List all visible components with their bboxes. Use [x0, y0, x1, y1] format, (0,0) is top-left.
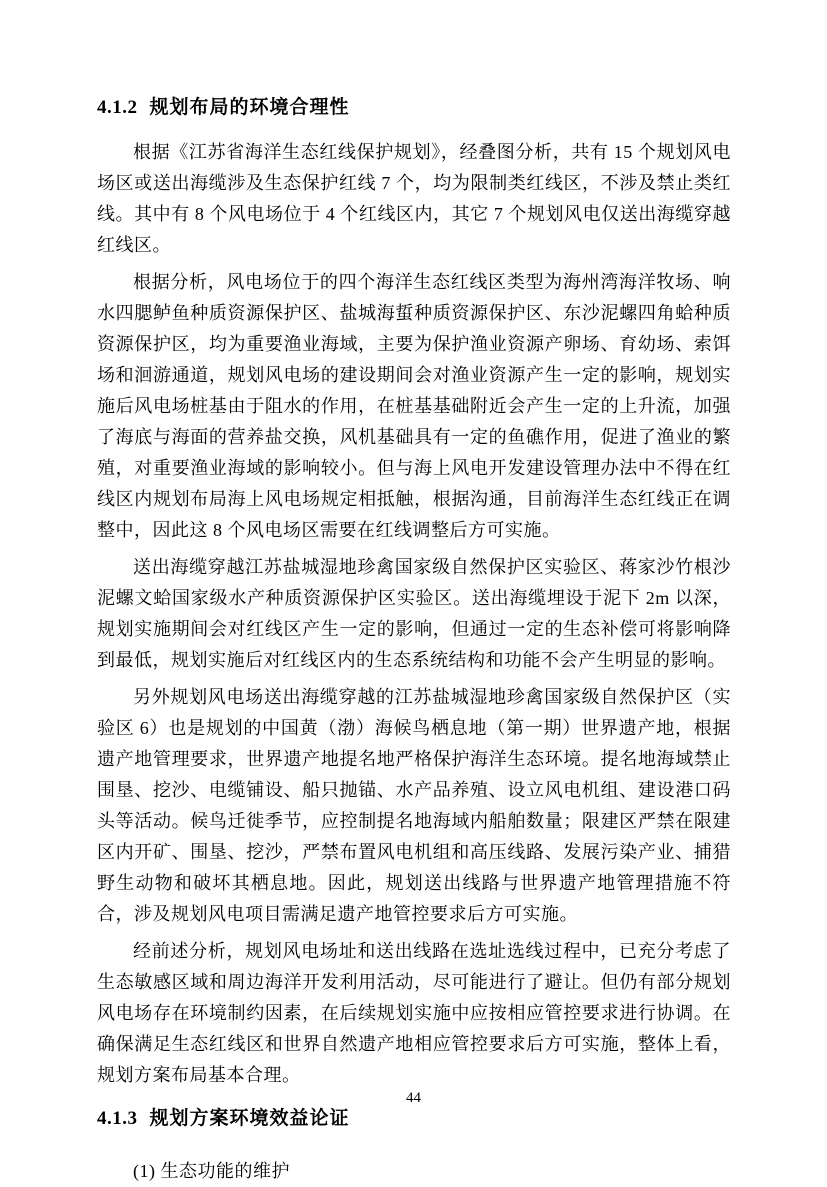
- body-paragraph: 送出海缆穿越江苏盐城湿地珍禽国家级自然保护区实验区、蒋家沙竹根沙泥螺文蛤国家级水产种质资源保护区实验区。送出海缆埋设于泥下 2m 以深，规划实施期间会对红线区产生一定的影响，但通过一定的生态补偿可将影响降到最低，规划实施后对红线区内的生态系统结构和功能不会产生明显的影响。: [97, 557, 731, 670]
- section-heading-title: 规划布局的环境合理性: [149, 97, 350, 118]
- page-number: 44: [406, 1090, 421, 1106]
- body-paragraph: 根据分析，风电场位于的四个海洋生态红线区类型为海州湾海洋牧场、响水四腮鲈鱼种质资源保护区、盐城海蜇种质资源保护区、东沙泥螺四角蛤种质资源保护区，均为重要渔业海域，主要为保护渔业资源产卵场、育幼场、索饵场和洄游通道，规划风电场的建设期间会对渔业资源产生一定的影响，规划实施后风电场桩基由于阻水的作用，在桩基基础附近会产生一定的上升流，加强了海底与海面的营养盐交换，风机基础具有一定的鱼礁作用，促进了渔业的繁殖，对重要渔业海域的影响较小。但与海上风电开发建设管理办法中不得在红线区内规划布局海上风电场规定相抵触，根据沟通，目前海洋生态红线正在调整中，因此这 8 个风电场区需要在红线调整后方可实施。: [97, 272, 731, 540]
- section-heading-412: [97, 94, 731, 121]
- page-footer: [0, 1089, 827, 1107]
- section-heading-number: 4.1.3: [97, 1108, 138, 1129]
- section-heading-413: [97, 1105, 731, 1132]
- body-paragraph: 另外规划风电场送出海缆穿越的江苏盐城湿地珍禽国家级自然保护区（实验区 6）也是规划的中国黄（渤）海候鸟栖息地（第一期）世界遗产地，根据遗产地管理要求，世界遗产地提名地严格保护海洋生态环境。提名地海域禁止围垦、挖沙、电缆铺设、船只抛锚、水产品养殖、设立风电机组、建设港口码头等活动。候鸟迁徙季节，应控制提名地海域内船舶数量；限建区严禁在限建区内开矿、围垦、挖沙，严禁布置风电机组和高压线路、发展污染产业、捕猎野生动物和破坏其栖息地。因此，规划送出线路与世界遗产地管理措施不符合，涉及规划风电项目需满足遗产地管控要求后方可实施。: [97, 687, 731, 924]
- list-item: (1) 生态功能的维护: [133, 1161, 290, 1181]
- section-heading-title: 规划方案环境效益论证: [149, 1108, 350, 1129]
- section-heading-number: 4.1.2: [97, 97, 138, 118]
- body-paragraph: 经前述分析，规划风电场址和送出线路在选址选线过程中，已充分考虑了生态敏感区域和周边海洋开发利用活动，尽可能进行了避让。但仍有部分规划风电场存在环境制约因素，在后续规划实施中应按相应管控要求进行协调。在确保满足生态红线区和世界自然遗产地相应管控要求后方可实施，整体上看，规划方案布局基本合理。: [97, 941, 731, 1085]
- document-content: [97, 94, 731, 1187]
- body-paragraph: 根据《江苏省海洋生态红线保护规划》，经叠图分析，共有 15 个规划风电场区或送出海缆涉及生态保护红线 7 个，均为限制类红线区，不涉及禁止类红线。其中有 8 个风电场位于 4 个红线区内，其它 7 个规划风电仅送出海缆穿越红线区。: [97, 142, 731, 255]
